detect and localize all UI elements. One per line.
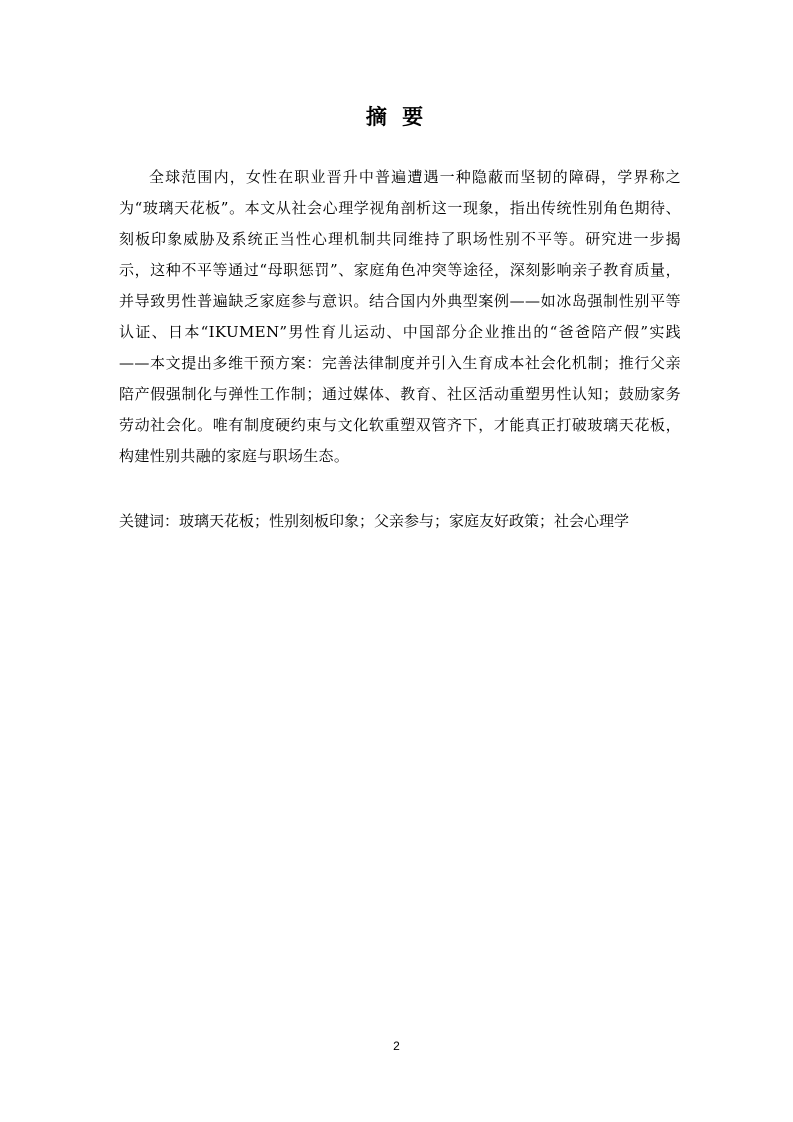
abstract-title: 摘 要 — [365, 104, 428, 129]
page-number: 2 — [393, 1039, 400, 1053]
abstract-paragraph: 全球范围内，女性在职业晋升中普遍遭遇一种隐蔽而坚韧的障碍，学界称之为“玻璃天花板”。本文从社会心理学视角剖析这一现象，指出传统性别角色期待、刻板印象威胁及系统正当性心理机制共同维持了职场性别不平等。研究进一步揭示，这种不平等通过“母职惩罚”、家庭角色冲突等途径，深刻影响亲子教育质量，并导致男性普遍缺乏家庭参与意识。结合国内外典型案例——如冰岛强制性别平等认证、日本“IKUMEN”男性育儿运动、中国部分企业推出的“爸爸陪产假”实践——本文提出多维干预方案：完善法律制度并引入生育成本社会化机制；推行父亲陪产假强制化与弹性工作制；通过媒体、教育、社区活动重塑男性认知；鼓励家务劳动社会化。唯有制度硬约束与文化软重塑双管齐下，才能真正打破玻璃天花板，构建性别共融的家庭与职场生态。 — [119, 168, 681, 465]
keywords-line: 关键词：玻璃天花板；性别刻板印象；父亲参与；家庭友好政策；社会心理学 — [119, 512, 630, 530]
